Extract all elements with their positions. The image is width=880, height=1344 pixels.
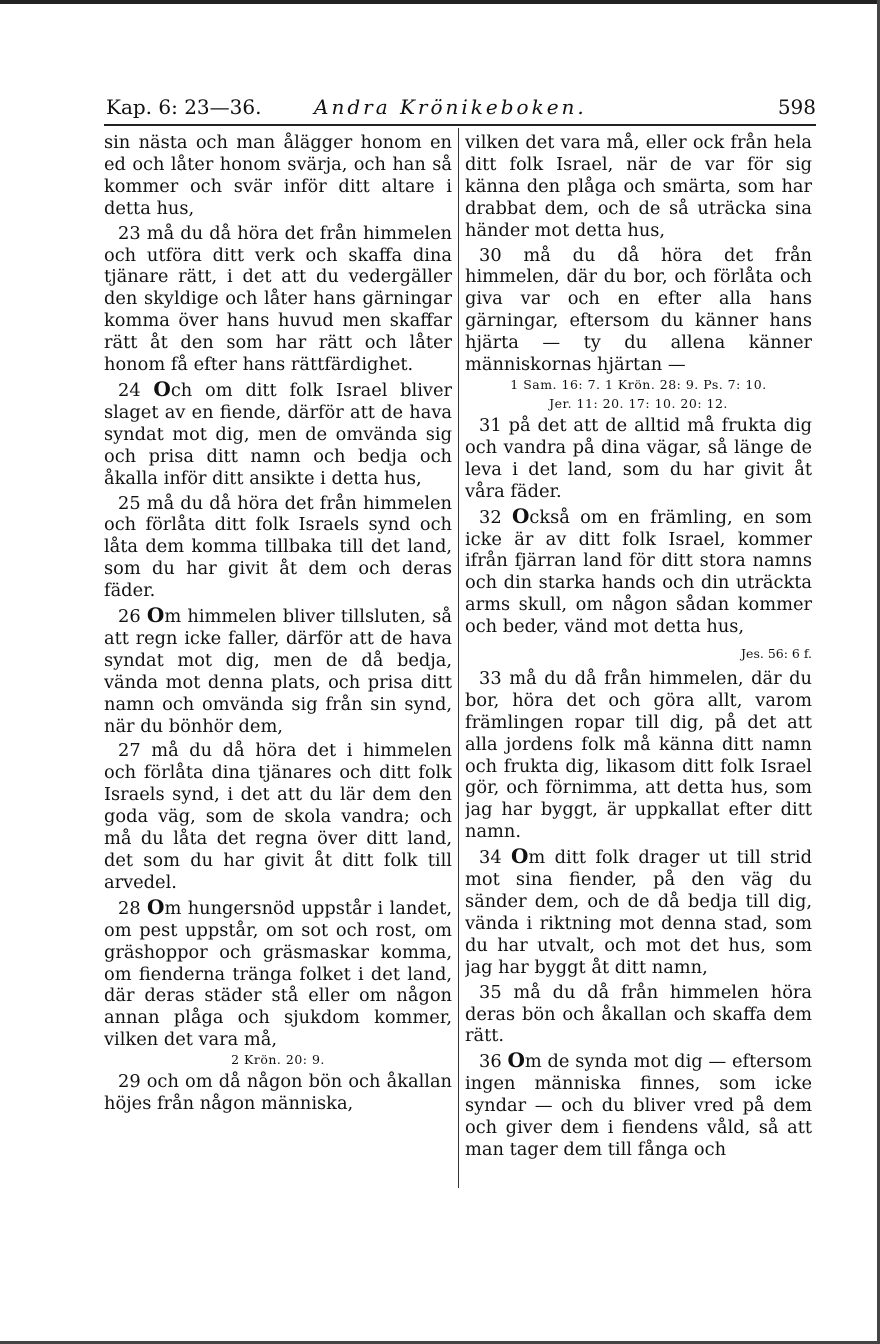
verse <box>465 1050 812 1161</box>
verse-number: 29 <box>118 1071 141 1093</box>
verse-number: 32 <box>479 506 502 528</box>
page-number: 598 <box>777 95 816 119</box>
verse <box>465 245 812 376</box>
inline-cross-reference: Jes. 56: 6 f. <box>741 646 812 662</box>
verse-number: 28 <box>118 897 141 919</box>
verse <box>104 493 452 603</box>
continued-text <box>104 132 452 220</box>
verse-text: må du då höra det från himmelen, där du bor, och förlåta och giva var och en efter alla hans gärningar, eftersom du känner hans hjärta — ty du allena känner människornas hjärtan — <box>465 244 812 376</box>
verse <box>104 223 452 376</box>
verse-text: må du då från himmelen, där du bor, höra det och göra allt, varom främlingen ropar till dig, på det att alla jordens folk må känna ditt namn och frukta dig, likasom ditt folk Israel gör, och förnimma, att detta hus, som jag har byggt, är uppkallat efter ditt namn. <box>465 667 812 843</box>
column-divider <box>458 128 459 1188</box>
section-initial: O <box>146 603 165 628</box>
verse <box>104 605 452 737</box>
verse-text: må du då höra det i himmelen och förlåta dina tjänares och ditt folk Israels synd, i det att du lär dem den goda väg, som de skola vandra; och må du låta det regna över ditt land, det som du har givit åt ditt folk till arvedel. <box>104 740 452 893</box>
section-initial: O <box>147 894 165 919</box>
verse-text: på det att de alltid må frukta dig och vandra på dina vägar, så länge de leva i det land, som du har givit åt våra fäder. <box>465 414 812 502</box>
verse-number: 26 <box>118 606 141 628</box>
section-initial: O <box>511 503 530 528</box>
chapter-reference: Kap. 6: 23—36. <box>106 95 262 119</box>
verse-text: och om då någon bön och åkallan höjes från någon människa, <box>104 1071 452 1115</box>
continued-text <box>465 132 812 242</box>
left-column <box>104 132 452 1192</box>
section-initial: O <box>153 376 171 401</box>
book-title: Andra Krönikeboken. <box>314 95 587 119</box>
cross-reference: Jer. 11: 20. 17: 10. 20: 12. <box>549 395 728 411</box>
cross-reference: 1 Sam. 16: 7. 1 Krön. 28: 9. Ps. 7: 10. <box>510 376 767 392</box>
verse-number: 30 <box>479 244 502 266</box>
verse-text: vilken det vara må, eller ock från hela ditt folk Israel, när de var för sig känna den plåga och smärta, som har drabbat dem, och de så uträcka sina händer mot detta hus, <box>465 132 812 241</box>
verse <box>465 415 812 503</box>
verse <box>465 668 812 843</box>
verse-text: ch om ditt folk Israel bliver slaget av en fiende, därför att de hava syndat mot dig, men de omvända sig och prisa ditt namn och bedja och åkalla inför ditt ansikte i detta hus, <box>104 379 452 489</box>
verse-number: 24 <box>118 379 141 401</box>
verse-text: må du då från himmelen höra deras bön och åkallan och skaffa dem rätt. <box>465 981 812 1047</box>
verse-text: m hungersnöd uppstår i landet, om pest uppstår, om sot och rost, om gräshoppor och gräsmaskar komma, om fienderna tränga folket i det land, där deras städer stå eller om någon annan plåga och sjukdom kommer, vilken det vara må, <box>104 897 452 1051</box>
verse-number: 25 <box>118 492 141 514</box>
verse-text: m himmelen bliver tillsluten, så att regn icke faller, därför att de hava syndat mot dig, men de då bedja, vända mot denna plats, och prisa ditt namn och omvända sig från sin synd, när du bönhör dem, <box>104 606 452 737</box>
verse-text: m de synda mot dig — eftersom ingen människa finnes, som icke syndar — och du bliver vred på dem och giver dem i fiendens våld, så att man tager dem till fånga och <box>465 1051 812 1160</box>
verse <box>465 982 812 1048</box>
verse-text: må du då höra det från himmelen och utföra ditt verk och skaffa dina tjänare rätt, i det att du vedergäller den skyldige och låter hans gärningar komma över hans huvud men skaffar rätt åt den som har rätt och låter honom få efter hans rättfärdighet. <box>104 222 452 376</box>
verse <box>104 894 452 1051</box>
verse-text: må du då höra det från himmelen och förlåta ditt folk Israels synd och låta dem komma tillbaka till det land, som du har givit åt dem och deras fäder. <box>104 492 452 602</box>
section-initial: O <box>507 1048 525 1073</box>
verse-text: m ditt folk drager ut till strid mot sina fiender, på den väg du sänder dem, och de då bedja till dig, vända i riktning mot denna stad, som du har utvalt, och mot det hus, som jag har byggt åt ditt namn, <box>465 847 812 978</box>
verse-text: sin nästa och man ålägger honom en ed och låter honom svärja, och han så kommer och svär inför ditt altare i detta hus, <box>104 132 452 219</box>
verse <box>465 846 812 978</box>
verse-number: 34 <box>479 847 502 869</box>
verse-number: 27 <box>118 740 141 762</box>
cross-reference: 2 Krön. 20: 9. <box>231 1052 325 1068</box>
verse-number: 36 <box>479 1051 502 1073</box>
section-initial: O <box>511 844 529 869</box>
top-border <box>0 0 880 4</box>
right-column <box>465 132 812 1192</box>
running-header <box>106 92 816 122</box>
verse-number: 31 <box>479 414 502 436</box>
verse-text: ckså om en främling, en som icke är av ditt folk Israel, kommer ifrån fjärran land för ditt stora namns och din starka hands och din uträckta arms skull, om någon sådan kommer och beder, vänd mot detta hus, <box>465 506 812 638</box>
verse <box>104 740 452 893</box>
verse-number: 23 <box>118 222 141 244</box>
verse <box>465 503 812 665</box>
verse <box>104 376 452 490</box>
verse-number: 35 <box>479 981 502 1003</box>
header-rule <box>104 124 816 126</box>
verse <box>104 1071 452 1115</box>
verse-number: 33 <box>479 667 502 689</box>
